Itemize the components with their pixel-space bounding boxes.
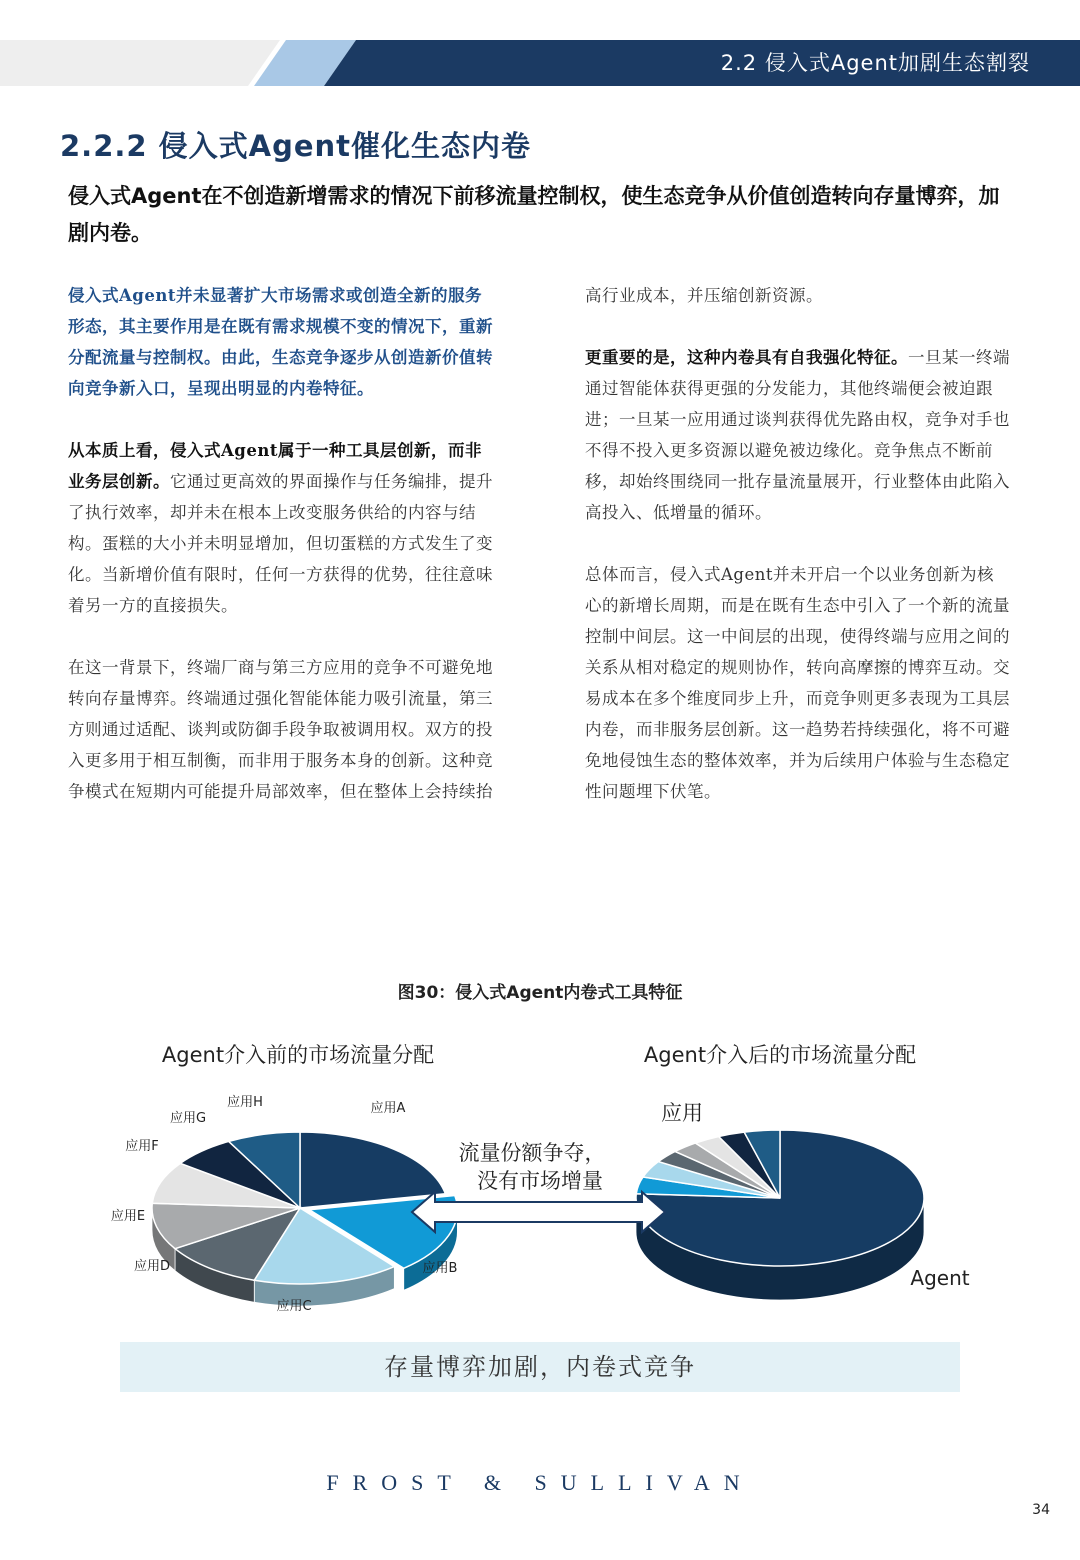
section-label: 2.2 侵入式Agent加剧生态割裂 [720,51,1030,75]
right-paragraph-1: 高行业成本，并压缩创新资源。 [585,286,823,305]
left-paragraph-3: 在这一背景下，终端厂商与第三方应用的竞争不可避免地转向存量博弈。终端通过强化智能体能力吸引流量，第三方则通过适配、谈判或防御手段争取被调用权。双方的投入更多用于相互制衡，而非用于服务本身的创新。这种竞争模式在短期内可能提升局部效率，但在整体上会持续抬 [68,658,493,801]
arrow-text-line2: 没有市场增量 [477,1169,603,1193]
pie-label: 应用B [422,1261,458,1276]
pie-label: 应用H [227,1095,263,1110]
left-column [68,280,493,838]
right-paragraph-2-bold: 更重要的是，这种内卷具有自我强化特征。 [585,348,908,367]
pie-after [636,1101,970,1300]
lead-paragraph: 侵入式Agent在不创造新增需求的情况下前移流量控制权，使生态竞争从价值创造转向存量博弈，加剧内卷。 [68,184,1000,245]
pie-label: 应用 [661,1101,703,1125]
pie-label: 应用D [133,1259,171,1274]
section-title: 2.2.2 侵入式Agent催化生态内卷 [60,129,532,163]
pie-before-title: Agent介入前的市场流量分配 [161,1043,435,1067]
left-paragraph-2 [68,435,493,621]
left-paragraph-2-rest: 它通过更高效的界面操作与任务编排，提升了执行效率，却并未在根本上改变服务供给的内容与结构。蛋糕的大小并未明显增加，但切蛋糕的方式发生了变化。当新增价值有限时，任何一方获得的优势，往往意味着另一方的直接损失。 [68,472,493,615]
pie-before [111,1094,458,1314]
right-paragraph-2-rest: 一旦某一终端通过智能体获得更强的分发能力，其他终端便会被迫跟进；一旦某一应用通过谈判获得优先路由权，竞争对手也不得不投入更多资源以避免被边缘化。竞争焦点不断前移，却始终围绕同一批存量流量展开，行业整体由此陷入高投入、低增量的循环。 [585,348,1010,522]
pie-label: 应用F [125,1139,159,1154]
right-column [585,280,1010,838]
page-number: 34 [1032,1502,1050,1518]
arrow-text-line1: 流量份额争夺， [458,1141,606,1165]
pie-label: Agent [910,1266,970,1290]
brand-logo-text: FROST & SULLIVAN [326,1470,754,1495]
left-paragraph-2-bold: 从本质上看，侵入式Agent属于一种工具层创新，而非业务层创新。 [68,441,482,491]
pie-label: 应用C [276,1299,312,1314]
pie-label: 应用A [370,1101,406,1116]
figure-title: 图30：侵入式Agent内卷式工具特征 [397,983,683,1003]
right-paragraph-2 [585,342,1010,528]
pie-after-title: Agent介入后的市场流量分配 [643,1043,917,1067]
right-paragraph-3: 总体而言，侵入式Agent并未开启一个以业务创新为核心的新增长周期，而是在既有生态中引入了一个新的流量控制中间层。这一中间层的出现，使得终端与应用之间的关系从相对稳定的规则协作，转向高摩擦的博弈互动。交易成本在多个维度同步上升，而竞争则更多表现为工具层内卷，而非服务层创新。这一趋势若持续强化，将不可避免地侵蚀生态的整体效率，并为后续用户体验与生态稳定性问题埋下伏笔。 [585,565,1010,801]
pie-slice [300,1132,445,1208]
left-paragraph-1: 侵入式Agent并未显著扩大市场需求或创造全新的服务形态，其主要作用是在既有需求规模不变的情况下，重新分配流量与控制权。由此，生态竞争逐步从创造新价值转向竞争新入口，呈现出明显的内卷特征。 [68,286,493,398]
pie-label: 应用E [110,1209,146,1224]
header-banner [0,40,1080,86]
figure-caption: 存量博弈加剧，内卷式竞争 [120,1342,960,1392]
pie-figure [0,1020,1080,1320]
pie-label: 应用G [169,1111,207,1126]
